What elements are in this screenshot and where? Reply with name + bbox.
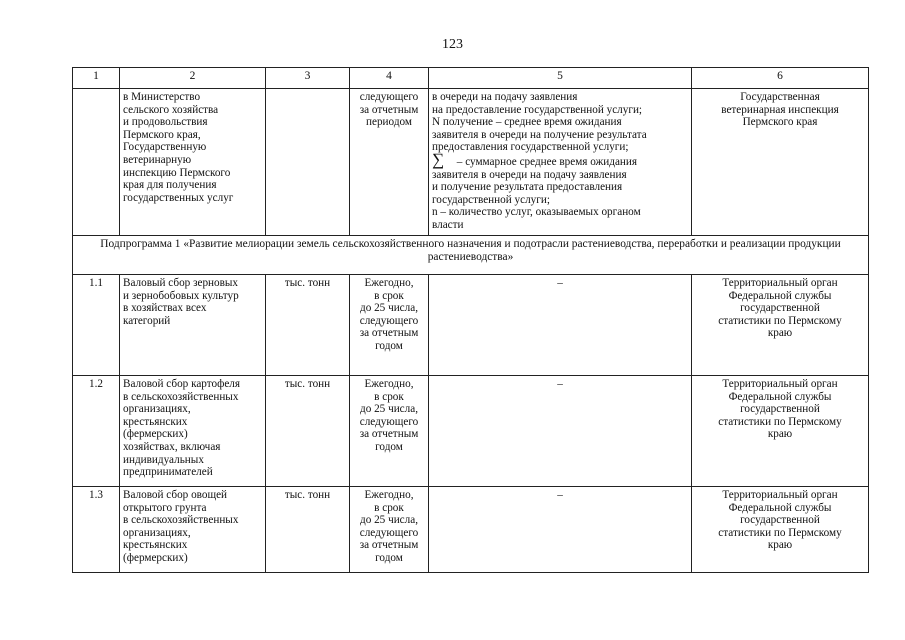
indicator-name: Валовой сбор картофеля в сельскохозяйственных организациях, крестьянских (фермерских) хозяйствах, включая индивидуальных предпринимателей (123, 378, 241, 479)
period-cell (350, 275, 429, 376)
header-cell-2: 2 (120, 68, 266, 89)
indicator-name: Валовой сбор овощей открытого грунта в сельскохозяйственных организациях, крестьянских (фермерских) (123, 489, 239, 564)
continuation-name-text: в Министерство сельского хозяйства и продовольствия Пермского края, Государственную ветеринарную инспекцию Пермского края для получения государственных услуг (123, 91, 234, 204)
indicator-name-cell (120, 376, 266, 487)
subprogram-title: Подпрограмма 1 «Развитие мелиорации земель сельскохозяйственного назначения и подотрасли растениеводства, переработки и реализации продукции растениеводства» (73, 236, 869, 275)
indicator-name: Валовый сбор зерновых и зернобобовых культур в хозяйствах всех категорий (123, 277, 239, 327)
source-text: Территориальный орган Федеральной службы государственной статистики по Пермскому краю (718, 489, 842, 552)
period-text: Ежегодно, в срок до 25 числа, следующего за отчетным годом (359, 378, 419, 453)
period-cell (350, 376, 429, 487)
period-cell (350, 487, 429, 573)
source-cell (692, 376, 869, 487)
row-number: 1.2 (73, 376, 120, 487)
formula-text-part2: заявителя в очереди на подачу заявления и получение результата предоставления государственной услуги; n – количество услуг, оказываемых органом власти (432, 168, 641, 231)
continuation-source-text: Государственная ветеринарная инспекция Пермского края (721, 91, 839, 129)
table-row (73, 275, 869, 376)
continuation-formula-cell (429, 89, 692, 236)
continuation-name-cell (120, 89, 266, 236)
formula-text-part1: в очереди на подачу заявления на предоставление государственной услуги; N получение – среднее время ожидания заявителя в очереди на получение результата предоставления государственной услуги; (432, 91, 647, 154)
table-row (73, 376, 869, 487)
formula-cell: – (429, 275, 692, 376)
unit-cell: тыс. тонн (266, 376, 350, 487)
continuation-period-text: следующего за отчетным периодом (359, 91, 419, 129)
indicators-table (72, 67, 869, 573)
row-number: 1.1 (73, 275, 120, 376)
header-cell-4: 4 (350, 68, 429, 89)
source-cell (692, 487, 869, 573)
formula-cell: – (429, 376, 692, 487)
continuation-num-cell (73, 89, 120, 236)
continuation-source-cell (692, 89, 869, 236)
header-cell-6: 6 (692, 68, 869, 89)
source-text: Территориальный орган Федеральной службы государственной статистики по Пермскому краю (718, 378, 842, 441)
indicator-name-cell (120, 487, 266, 573)
header-cell-3: 3 (266, 68, 350, 89)
indicator-name-cell (120, 275, 266, 376)
page-number: 123 (442, 37, 463, 52)
continuation-unit-cell (266, 89, 350, 236)
unit-cell: тыс. тонн (266, 275, 350, 376)
continuation-row (73, 89, 869, 236)
period-text: Ежегодно, в срок до 25 числа, следующего за отчетным годом (359, 489, 419, 564)
row-number: 1.3 (73, 487, 120, 573)
continuation-period-cell (350, 89, 429, 236)
formula-sum-text: – суммарное среднее время ожидания (454, 155, 638, 168)
period-text: Ежегодно, в срок до 25 числа, следующего за отчетным годом (359, 277, 419, 352)
table-header-row (73, 68, 869, 89)
formula-cell: – (429, 487, 692, 573)
unit-cell: тыс. тонн (266, 487, 350, 573)
header-cell-1: 1 (73, 68, 120, 89)
header-cell-5: 5 (429, 68, 692, 89)
source-text: Территориальный орган Федеральной службы государственной статистики по Пермскому краю (718, 277, 842, 340)
formula-sum-line (432, 149, 688, 169)
sigma-symbol: ∑ (432, 149, 445, 169)
table-row (73, 487, 869, 573)
source-cell (692, 275, 869, 376)
subprogram-row (73, 236, 869, 275)
